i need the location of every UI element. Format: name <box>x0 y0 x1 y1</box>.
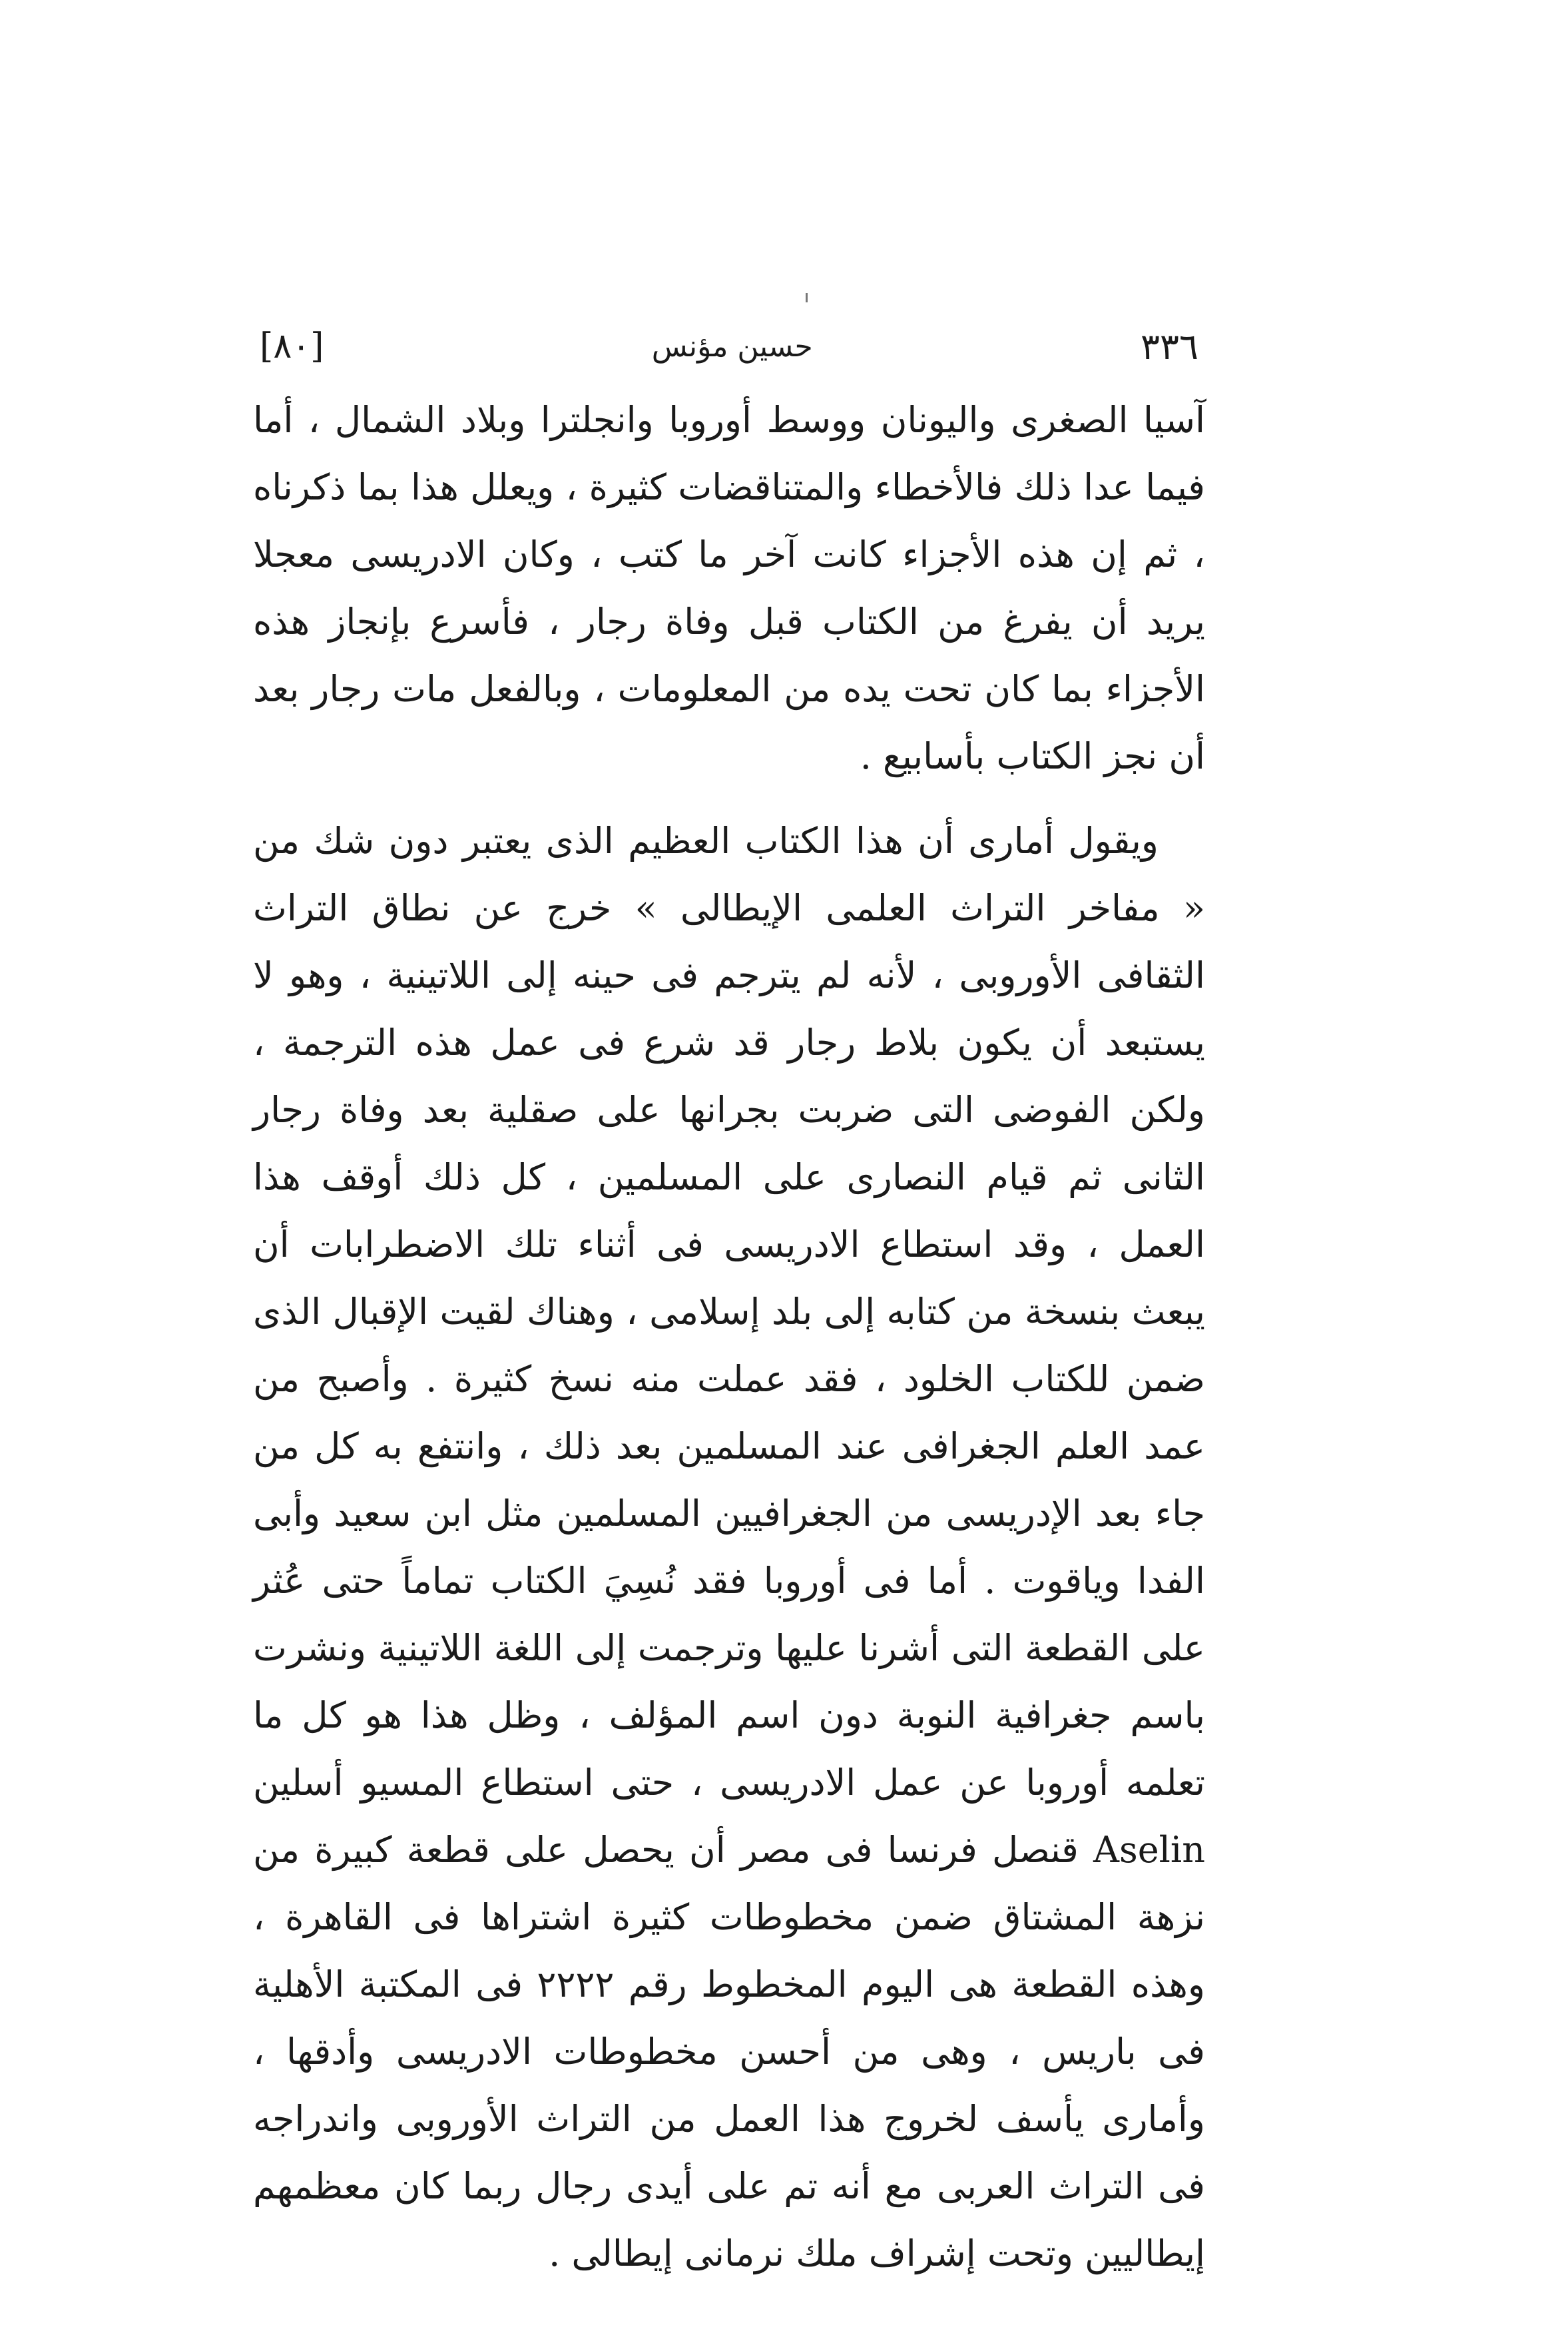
running-header <box>260 320 1198 373</box>
paragraph-2: ويقول أمارى أن هذا الكتاب العظيم الذى يعتبر دون شك من « مفاخر التراث العلمى الإيطالى » خرج عن نطاق التراث الثقافى الأوروبى ، لأنه لم يترجم فى حينه إلى اللاتينية ، وهو لا يستبعد أن يكون بلاط رجار قد شرع فى عمل هذه الترجمة ، ولكن الفوضى التى ضربت بجرانها على صقلية بعد وفاة رجار الثانى ثم قيام النصارى على المسلمين ، كل ذلك أوقف هذا العمل ، وقد استطاع الادريسى فى أثناء تلك الاضطرابات أن يبعث بنسخة من كتابه إلى بلد إسلامى ، وهناك لقيت الإقبال الذى ضمن للكتاب الخلود ، فقد عملت منه نسخ كثيرة . وأصبح من عمد العلم الجغرافى عند المسلمين بعد ذلك ، وانتفع به كل من جاء بعد الإدريسى من الجغرافيين المسلمين مثل ابن سعيد وأبى الفدا وياقوت . أما فى أوروبا فقد نُسِيَ الكتاب تماماً حتى عُثر على القطعة التى أشرنا عليها وترجمت إلى اللغة اللاتينية ونشرت باسم جغرافية النوبة دون اسم المؤلف ، وظل هذا هو كل ما تعلمه أوروبا عن عمل الادريسى ، حتى استطاع المسيو أسلين Aselin قنصل فرنسا فى مصر أن يحصل على قطعة كبيرة من نزهة المشتاق ضمن مخطوطات كثيرة اشتراها فى القاهرة ، وهذه القطعة هى اليوم المخطوط رقم ٢٢٢٢ فى المكتبة الأهلية فى باريس ، وهى من أحسن مخطوطات الادريسى وأدقها ، وأمارى يأسف لخروج هذا العمل من التراث الأوروبى واندراجه فى التراث العربى مع أنه تم على أيدى رجال ربما كان معظمهم إيطاليين وتحت إشراف ملك نرمانى إيطالى . <box>253 820 1205 2274</box>
page-number: ٣٣٦ <box>1140 325 1198 368</box>
author-name: حسين مؤنس <box>651 329 813 364</box>
section-number: [٨٠] <box>260 326 324 366</box>
body-text <box>253 386 1205 2287</box>
print-mark <box>806 293 808 302</box>
paragraph-1: آسيا الصغرى واليونان ووسط أوروبا وانجلترا وبلاد الشمال ، أما فيما عدا ذلك فالأخطاء والمتناقضات كثيرة ، ويعلل هذا بما ذكرناه ، ثم إن هذه الأجزاء كانت آخر ما كتب ، وكان الادريسى معجلا يريد أن يفرغ من الكتاب قبل وفاة رجار ، فأسرع بإنجاز هذه الأجزاء بما كان تحت يده من المعلومات ، وبالفعل مات رجار بعد أن نجز الكتاب بأسابيع . <box>253 399 1205 777</box>
